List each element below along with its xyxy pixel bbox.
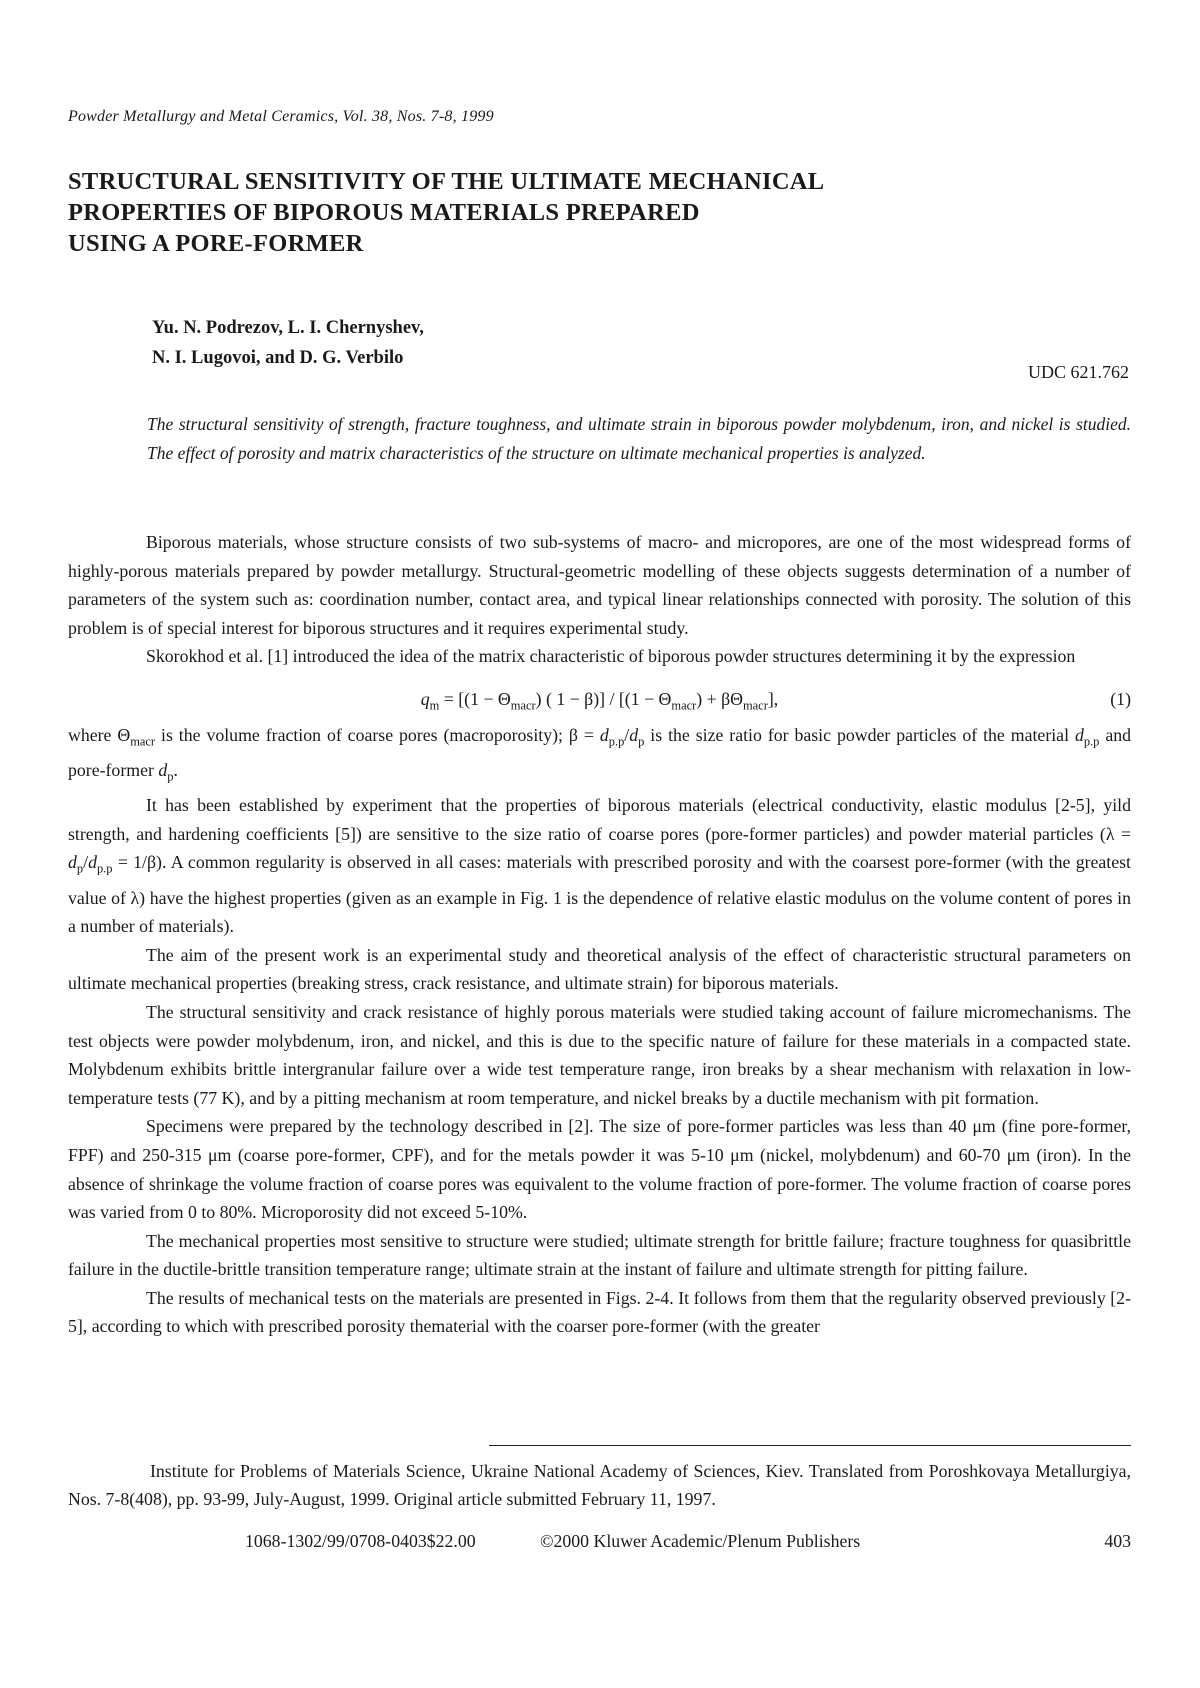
copyright-notice: ©2000 Kluwer Academic/Plenum Publishers <box>540 1531 861 1551</box>
paragraph-8: The mechanical properties most sensitive to structure were studied; ultimate strength for brittle failure; fracture toughness for quasibrittle failure in the ductile-brittle transition temperature range; ultimate strain at the instant of failure and ultimate strength for pitting failure. <box>68 1230 1131 1280</box>
issn-price: 1068-1302/99/0708-0403$22.00 <box>245 1531 476 1551</box>
paragraph-1: Biporous materials, whose structure consists of two sub-systems of macro- and micropores, are one of the most widespread forms of highly-porous materials prepared by powder metallurgy. Structural-geometric modelling of these objects suggests determination of a number of parameters of the system such as: coordination number, contact area, and typical linear relationships connected with porosity. The solution of this problem is of special interest for biporous structures and it requires experimental study. <box>68 532 1131 638</box>
abstract: The structural sensitivity of strength, fracture toughness, and ultimate strain in biporous powder molybdenum, iron, and nickel is studied. The effect of porosity and matrix characteristics of the structure on ultimate mechanical properties is analyzed. <box>147 414 1131 463</box>
paragraph-2: Skorokhod et al. [1] introduced the idea of the matrix characteristic of biporous powder structures determining it by the expression <box>146 646 1076 667</box>
title-line-3: USING A PORE-FORMER <box>68 230 364 257</box>
paragraph-9: The results of mechanical tests on the materials are presented in Figs. 2-4. It follows from them that the regularity observed previously [2-5], according to which with prescribed porosity thematerial with the coarser pore-former (with the greater <box>68 1287 1131 1337</box>
author-list <box>152 313 424 373</box>
title-line-1: STRUCTURAL SENSITIVITY OF THE ULTIMATE MECHANICAL <box>68 168 825 195</box>
article-body <box>68 528 1131 1341</box>
equation-number: (1) <box>1110 688 1131 709</box>
affiliation-footnote: Institute for Problems of Materials Science, Ukraine National Academy of Sciences, Kiev. Translated from Poroshkovaya Metallurgiya, Nos. 7-8(408), pp. 93-99, July-August, 1999. Original article submitted February 11, 1997. <box>68 1461 1131 1509</box>
title-line-2: PROPERTIES OF BIPOROUS MATERIALS PREPARED <box>68 199 700 226</box>
udc-code: UDC 621.762 <box>1027 362 1129 382</box>
authors-line-2: N. I. Lugovoi, and D. G. Verbilo <box>152 348 404 368</box>
paper-title <box>68 166 824 259</box>
page-number: 403 <box>1104 1531 1131 1551</box>
paragraph-6: The structural sensitivity and crack resistance of highly porous materials were studied taking account of failure micromechanisms. The test objects were powder molybdenum, iron, and nickel, and this is due to the specific nature of failure for these materials in a compacted state. Molybdenum exhibits brittle intergranular failure over a wide test temperature range, iron breaks by a shear mechanism with relaxation in low-temperature tests (77 K), and by a pitting mechanism at room temperature, and nickel breaks by a ductile mechanism with pit formation. <box>68 1001 1131 1108</box>
footnote-divider <box>489 1445 1131 1446</box>
paragraph-3: where $\Theta_{macr}$ is the volume fraction of coarse pores (macroporosity); $\beta = d_{p.p}/d_p$ is the size ratio for basic powder particles of the material $d_{p.p}$ and pore-former $d_p$. <box>68 724 1131 784</box>
equation-formula: $q_m = [(1 - \Theta_{macr})$ ( $1 - \beta)] / [(1 - \Theta_{macr}) + \beta\Theta_{macr}]$, <box>420 688 779 713</box>
authors-line-1: Yu. N. Podrezov, L. I. Chernyshev, <box>152 318 424 338</box>
paragraph-5: The aim of the present work is an experimental study and theoretical analysis of the effect of characteristic structural parameters on ultimate mechanical properties (breaking stress, crack resistance, and ultimate strain) for biporous materials. <box>68 944 1131 994</box>
paragraph-4: It has been established by experiment that the properties of biporous materials (electrical conductivity, elastic modulus [2-5], yild strength, and hardening coefficients [5]) are sensitive to the size ratio of coarse pores (pore-former particles) and powder material particles $(\lambda = d_p/d_{p.p} = 1/\beta)$. A common regularity is observed in all cases: materials with prescribed porosity and with the coarsest pore-former (with the greatest value of λ) have the highest properties (given as an example in Fig. 1 is the dependence of relative elastic modulus on the volume content of pores in a number of materials). <box>68 795 1131 937</box>
journal-header: Powder Metallurgy and Metal Ceramics, Vol. 38, Nos. 7-8, 1999 <box>68 108 494 125</box>
equation-1 <box>68 677 1131 717</box>
paragraph-7: Specimens were prepared by the technology described in [2]. The size of pore-former particles was less than 40 μm (fine pore-former, FPF) and 250-315 μm (coarse pore-former, CPF), and for the metals powder it was 5-10 μm (nickel, molybdenum) and 60-70 μm (iron). In the absence of shrinkage the volume fraction of coarse pores was equivalent to the volume fraction of pore-former. The volume fraction of coarse pores was varied from 0 to 80%. Microporosity did not exceed 5-10%. <box>68 1116 1131 1223</box>
